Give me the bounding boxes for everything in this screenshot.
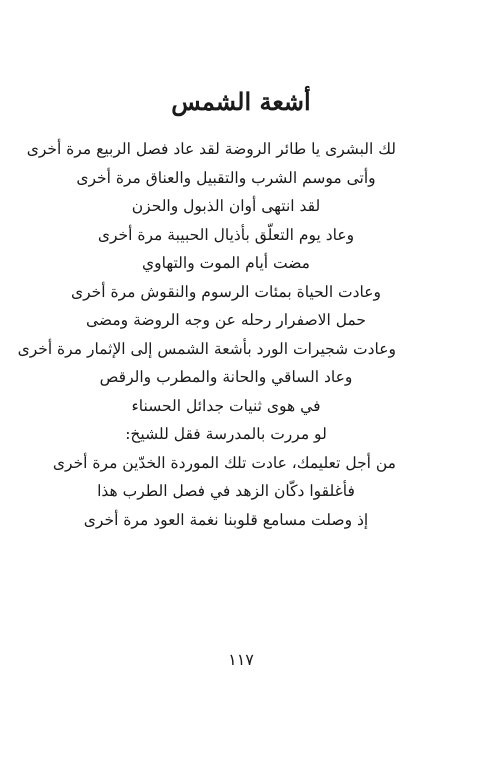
poem-line: لو مررت بالمدرسة فقل للشيخ:	[125, 425, 327, 443]
poem-line: وعاد يوم التعلّق بأذيال الحبيبة مرة أخرى	[97, 225, 355, 244]
poem-line: وعادت شجيرات الورد بأشعة الشمس إلى الإثمار مرة أخرى	[17, 339, 396, 358]
page-number: ١١٧	[228, 650, 254, 669]
poem-line: في هوى ثنيات جدائل الحسناء	[131, 396, 321, 415]
poem-line: فأغلقوا دكّان الزهد في فصل الطرب هذا	[97, 482, 355, 500]
poem-line: من أجل تعليمك، عادت تلك الموردة الخدّين مرة أخرى	[52, 453, 396, 472]
poem-title: أشعة الشمس	[171, 87, 311, 116]
poem-line: حمل الاصفرار رحله عن وجه الروضة ومضى	[86, 311, 366, 329]
poem-line: لك البشرى يا طائر الروضة لقد عاد فصل الربيع مرة أخرى	[26, 140, 396, 158]
poem-body	[17, 135, 396, 534]
poem-line: وعادت الحياة بمئات الرسوم والنقوش مرة أخرى	[70, 282, 381, 301]
poem-line: إذ وصلت مسامع قلوبنا نغمة العود مرة أخرى	[83, 510, 369, 529]
poem-line: لقد انتهى أوان الذبول والحزن	[131, 197, 321, 215]
poem-line: وعاد الساقي والحانة والمطرب والرقص	[99, 368, 353, 386]
poem-line: وأتى موسم الشرب والتقبيل والعناق مرة أخرى	[76, 168, 376, 187]
poem-line: مضت أيام الموت والتهاوي	[142, 254, 310, 272]
